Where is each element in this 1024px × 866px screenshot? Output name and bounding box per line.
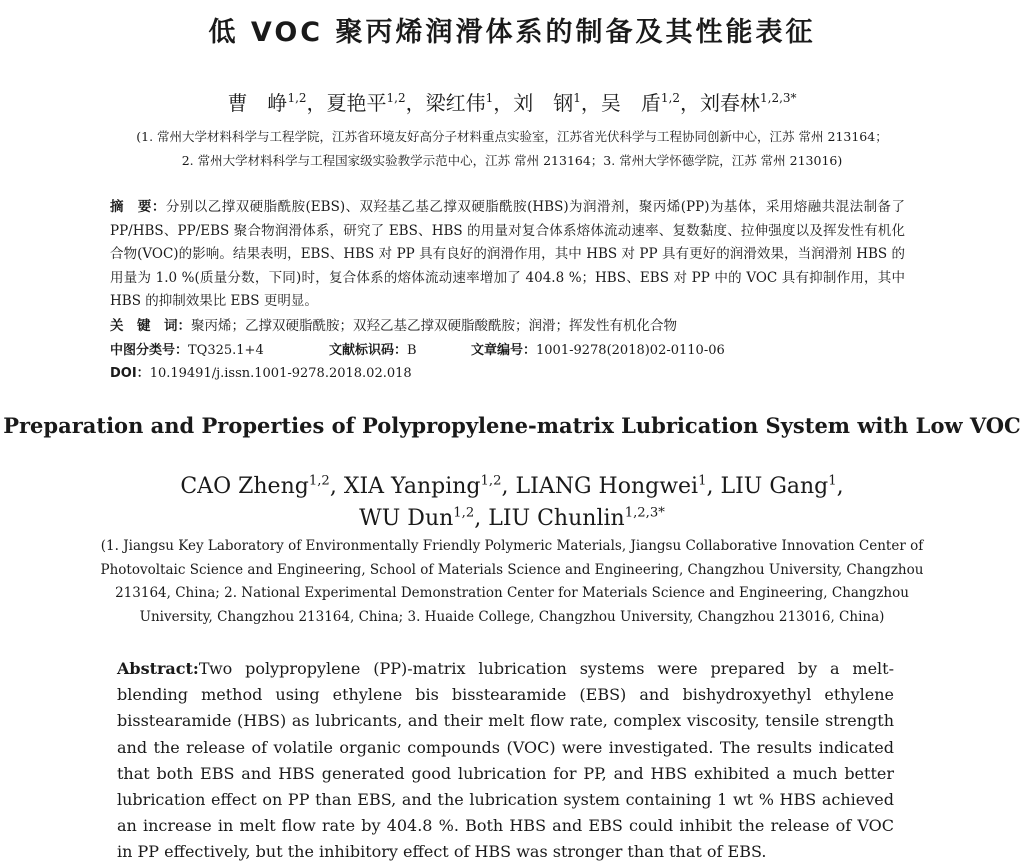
article-number-label: 文章编号： <box>471 343 537 358</box>
author-name: WU Dun <box>359 506 454 531</box>
article-number <box>471 339 725 362</box>
author-affiliation-marker: 1,2,3* <box>760 91 797 106</box>
author-affiliation-marker: 1,2,3* <box>624 505 665 521</box>
author-affiliation-marker: 1 <box>485 91 494 106</box>
chinese-author-list: 曹 峥$^{1,2}$，夏艳平$^{1,2}$，梁红伟$^1$，刘 钢$^1$，吴 盾$^{1,2}$，刘春林$^{1,2,3*}$ <box>227 91 797 115</box>
clc-number <box>110 339 329 362</box>
document-code-value: B <box>407 343 417 358</box>
author-affiliation-marker: 1 <box>698 473 707 489</box>
english-title: Preparation and Properties of Polypropylene-matrix Lubrication System with Low VOC <box>3 413 1021 438</box>
doi-value: 10.19491/j.issn.1001-9278.2018.02.018 <box>149 366 412 381</box>
author-name: 梁红伟 <box>425 91 486 115</box>
author-affiliation-marker: 1 <box>828 473 837 489</box>
doi-label: DOI： <box>110 366 150 381</box>
abstract-label: 摘 要： <box>110 199 166 215</box>
document-code-label: 文献标识码： <box>329 343 408 358</box>
author-affiliation-marker: 1,2 <box>287 91 307 106</box>
document-code <box>329 339 471 362</box>
keywords-label: 关 键 词： <box>110 318 191 334</box>
author-affiliation-marker: 1,2 <box>308 473 330 489</box>
author-affiliation-marker: 1,2 <box>386 91 406 106</box>
author-affiliation-marker: 1,2 <box>660 91 680 106</box>
author-name: 刘春林 <box>700 91 760 115</box>
abstract-text: Two polypropylene (PP)-matrix lubrication systems were prepared by a melt-blending method using ethylene bis bisstearamide (EBS) and bishydroxyethyl ethylene bisstearamide (HBS) as lubricants, and their melt flow rate, complex viscosity, tensile strength and the release of volatile organic compounds (VOC) were investigated. The results indicated that both EBS and HBS generated good lubrication for PP, and HBS exhibited a much better lubrication effect on PP than EBS, and the lubrication system containing 1 wt % HBS achieved an increase in melt flow rate by 404.8 %. Both HBS and EBS could inhibit the release of VOC in PP effectively, but the inhibitory effect of HBS was stronger than that of EBS. <box>117 659 894 862</box>
english-abstract <box>117 656 894 866</box>
chinese-title: 低 VOC 聚丙烯润滑体系的制备及其性能表征 <box>208 17 816 48</box>
author-affiliation-marker: 1,2 <box>480 473 502 489</box>
abstract-label: Abstract: <box>117 659 199 678</box>
author-name: 刘 钢 <box>513 91 574 115</box>
english-author-line: CAO Zheng$^{1,2}$, XIA Yanping$^{1,2}$, LIANG Hongwei$^1$, LIU Gang$^1$, <box>180 473 844 499</box>
author-name: 吴 盾 <box>600 91 661 115</box>
author-affiliation-marker: 1,2 <box>453 505 475 521</box>
keywords-text: 聚丙烯；乙撑双硬脂酰胺；双羟乙基乙撑双硬脂酸酰胺；润滑；挥发性有机化合物 <box>191 318 677 334</box>
clc-value: TQ325.1+4 <box>188 343 264 358</box>
doi-line <box>110 362 910 385</box>
english-author-line: WU Dun$^{1,2}$, LIU Chunlin$^{1,2,3*}$ <box>359 505 665 531</box>
chinese-affiliation-line: 2. 常州大学材料科学与工程国家级实验教学示范中心，江苏 常州 213164；3. 常州大学怀德学院，江苏 常州 213016) <box>181 153 843 168</box>
author-name: XIA Yanping <box>343 474 481 499</box>
clc-label: 中图分类号： <box>110 343 189 358</box>
article-number-value: 1001-9278(2018)02-0110-06 <box>536 343 725 358</box>
abstract-text: 分别以乙撑双硬脂酰胺(EBS)、双羟基乙基乙撑双硬脂酰胺(HBS)为润滑剂，聚丙烯(PP)为基体，采用熔融共混法制备了 PP/HBS、PP/EBS 聚合物润滑体系，研究了 EBS、HBS 的用量对复合体系熔体流动速率、复数黏度、拉伸强度以及挥发性有机化合物(VOC)的影响。结果表明，EBS、HBS 对 PP 具有良好的润滑作用，其中 HBS 对 PP 具有更好的润滑效果，当润滑剂 HBS 的用量为 1.0 %(质量分数，下同)时，复合体系的熔体流动速率增加了 404.8 %；HBS、EBS 对 PP 中的 VOC 具有抑制作用，其中 HBS 的抑制效果比 EBS 更明显。 <box>110 199 906 309</box>
english-author-list <box>0 471 1024 535</box>
english-affiliation: (1. Jiangsu Key Laboratory of Environmentally Friendly Polymeric Materials, Jiangsu Collaborative Innovation Center of Photovoltaic Science and Engineering, School of Materials Science and Engineering, Changzhou University, Changzhou 213164, China; 2. National Experimental Demonstration Center for Materials Science and Engineering, Changzhou University, Changzhou 213164, China; 3. Huaide College, Changzhou University, Changzhou 213016, China) <box>100 538 924 625</box>
author-name: LIANG Hongwei <box>515 474 699 499</box>
author-name: CAO Zheng <box>180 474 309 499</box>
author-affiliation-marker: 1 <box>573 91 581 106</box>
chinese-abstract <box>110 196 905 314</box>
author-name: 夏艳平 <box>326 91 387 115</box>
author-name: LIU Chunlin <box>488 506 625 531</box>
classification-line <box>110 339 910 362</box>
author-name: LIU Gang <box>720 474 829 499</box>
chinese-keywords <box>110 315 910 338</box>
chinese-affiliation-line: (1. 常州大学材料科学与工程学院，江苏省环境友好高分子材料重点实验室，江苏省光伏科学与工程协同创新中心，江苏 常州 213164； <box>136 129 888 144</box>
author-name: 曹 峥 <box>227 91 288 115</box>
